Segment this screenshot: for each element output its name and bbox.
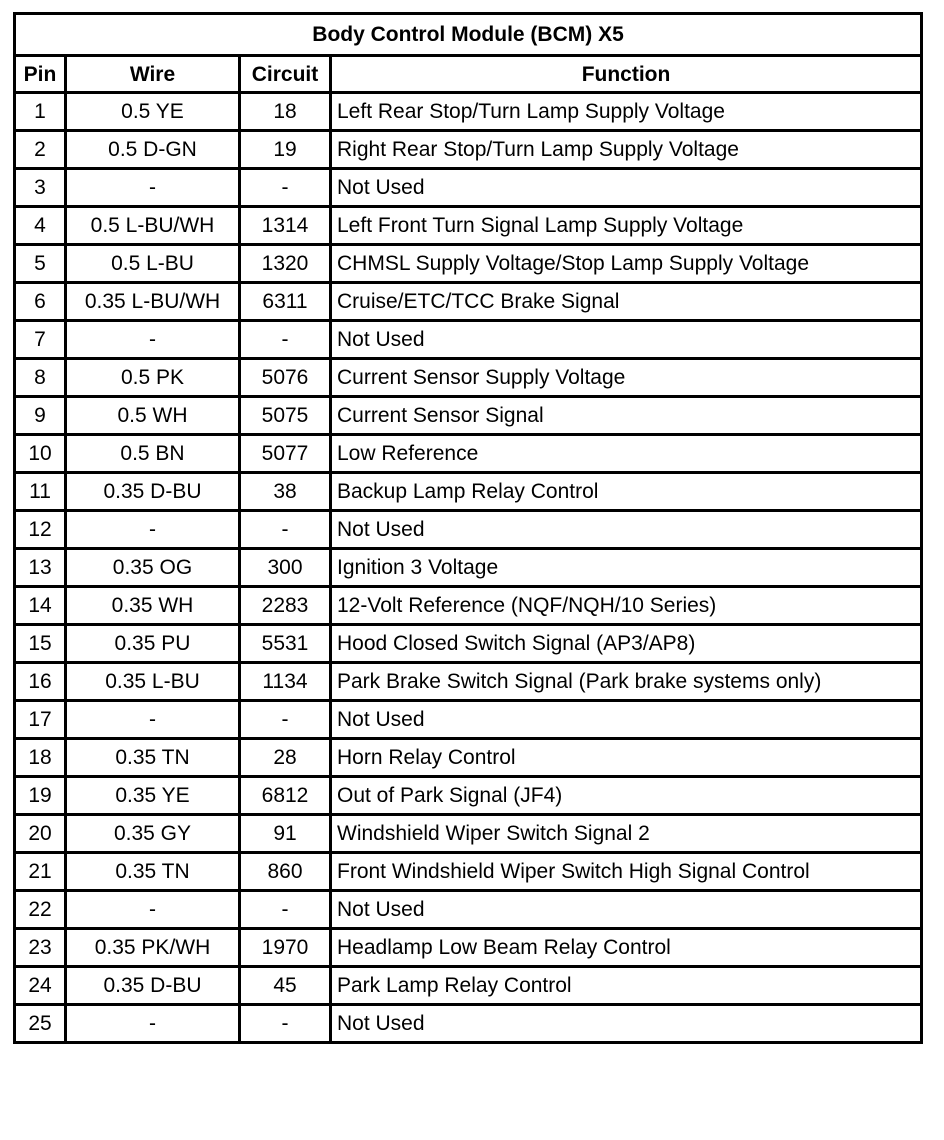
pin-cell: 2 [15,131,66,169]
table-title: Body Control Module (BCM) X5 [15,14,922,56]
function-cell: Horn Relay Control [331,739,922,777]
pin-cell: 3 [15,169,66,207]
pin-cell: 10 [15,435,66,473]
table-row [15,549,922,587]
circuit-cell: 19 [240,131,331,169]
function-cell: 12-Volt Reference (NQF/NQH/10 Series) [331,587,922,625]
circuit-cell: - [240,891,331,929]
table-row [15,777,922,815]
function-cell: Not Used [331,1005,922,1043]
function-cell: Park Brake Switch Signal (Park brake systems only) [331,663,922,701]
function-cell: Backup Lamp Relay Control [331,473,922,511]
wire-cell: 0.35 PK/WH [66,929,240,967]
table-row [15,663,922,701]
wire-cell: - [66,169,240,207]
table-row [15,701,922,739]
table-header-row [15,56,922,93]
circuit-cell: 91 [240,815,331,853]
table-row [15,435,922,473]
wire-cell: - [66,1005,240,1043]
pin-cell: 25 [15,1005,66,1043]
table-row [15,511,922,549]
pin-cell: 19 [15,777,66,815]
column-header-pin: Pin [15,56,66,93]
wire-cell: - [66,511,240,549]
connector-table-sheet [13,12,920,1044]
wire-cell: 0.5 YE [66,93,240,131]
function-cell: Left Front Turn Signal Lamp Supply Voltage [331,207,922,245]
table-row [15,967,922,1005]
wire-cell: - [66,891,240,929]
circuit-cell: 860 [240,853,331,891]
pin-cell: 1 [15,93,66,131]
table-row [15,169,922,207]
wire-cell: 0.35 YE [66,777,240,815]
wire-cell: 0.5 D-GN [66,131,240,169]
column-header-wire: Wire [66,56,240,93]
pin-cell: 18 [15,739,66,777]
pin-cell: 9 [15,397,66,435]
function-cell: Cruise/ETC/TCC Brake Signal [331,283,922,321]
table-row [15,1005,922,1043]
function-cell: Right Rear Stop/Turn Lamp Supply Voltage [331,131,922,169]
circuit-cell: - [240,321,331,359]
circuit-cell: 45 [240,967,331,1005]
pin-cell: 4 [15,207,66,245]
wire-cell: 0.35 TN [66,853,240,891]
table-row [15,359,922,397]
table-row [15,321,922,359]
circuit-cell: 5077 [240,435,331,473]
circuit-cell: 1134 [240,663,331,701]
pin-cell: 7 [15,321,66,359]
table-row [15,207,922,245]
circuit-cell: 5075 [240,397,331,435]
pin-cell: 21 [15,853,66,891]
circuit-cell: 2283 [240,587,331,625]
column-header-function: Function [331,56,922,93]
circuit-cell: 5531 [240,625,331,663]
function-cell: Not Used [331,891,922,929]
table-title-row [15,14,922,56]
wire-cell: 0.35 OG [66,549,240,587]
function-cell: Windshield Wiper Switch Signal 2 [331,815,922,853]
function-cell: Current Sensor Signal [331,397,922,435]
wire-cell: 0.35 D-BU [66,473,240,511]
pin-cell: 8 [15,359,66,397]
pin-cell: 17 [15,701,66,739]
column-header-circuit: Circuit [240,56,331,93]
circuit-cell: - [240,1005,331,1043]
table-row [15,473,922,511]
table-row [15,815,922,853]
function-cell: Ignition 3 Voltage [331,549,922,587]
wire-cell: 0.5 WH [66,397,240,435]
wire-cell: 0.5 L-BU [66,245,240,283]
pin-cell: 23 [15,929,66,967]
wire-cell: 0.5 L-BU/WH [66,207,240,245]
circuit-cell: - [240,169,331,207]
pin-cell: 14 [15,587,66,625]
table-row [15,739,922,777]
circuit-cell: - [240,511,331,549]
circuit-cell: - [240,701,331,739]
wire-cell: 0.35 L-BU/WH [66,283,240,321]
table-row [15,397,922,435]
wire-cell: 0.35 D-BU [66,967,240,1005]
pin-cell: 15 [15,625,66,663]
table-row [15,245,922,283]
function-cell: Not Used [331,701,922,739]
table-row [15,587,922,625]
table-row [15,625,922,663]
circuit-cell: 300 [240,549,331,587]
function-cell: Current Sensor Supply Voltage [331,359,922,397]
wire-cell: 0.35 PU [66,625,240,663]
function-cell: CHMSL Supply Voltage/Stop Lamp Supply Voltage [331,245,922,283]
pin-cell: 12 [15,511,66,549]
table-row [15,853,922,891]
wire-cell: 0.5 PK [66,359,240,397]
wire-cell: 0.35 L-BU [66,663,240,701]
circuit-cell: 6311 [240,283,331,321]
function-cell: Headlamp Low Beam Relay Control [331,929,922,967]
function-cell: Not Used [331,511,922,549]
circuit-cell: 38 [240,473,331,511]
circuit-cell: 18 [240,93,331,131]
function-cell: Not Used [331,169,922,207]
wire-cell: - [66,701,240,739]
function-cell: Not Used [331,321,922,359]
pin-cell: 11 [15,473,66,511]
table-body [15,93,922,1043]
circuit-cell: 5076 [240,359,331,397]
wire-cell: 0.35 WH [66,587,240,625]
table-row [15,891,922,929]
function-cell: Hood Closed Switch Signal (AP3/AP8) [331,625,922,663]
table-row [15,929,922,967]
pin-cell: 22 [15,891,66,929]
circuit-cell: 1314 [240,207,331,245]
table-row [15,131,922,169]
function-cell: Park Lamp Relay Control [331,967,922,1005]
wire-cell: - [66,321,240,359]
wire-cell: 0.5 BN [66,435,240,473]
function-cell: Front Windshield Wiper Switch High Signal Control [331,853,922,891]
circuit-cell: 28 [240,739,331,777]
function-cell: Out of Park Signal (JF4) [331,777,922,815]
pin-cell: 24 [15,967,66,1005]
circuit-cell: 1970 [240,929,331,967]
pin-cell: 13 [15,549,66,587]
circuit-cell: 6812 [240,777,331,815]
pin-cell: 20 [15,815,66,853]
circuit-cell: 1320 [240,245,331,283]
function-cell: Left Rear Stop/Turn Lamp Supply Voltage [331,93,922,131]
wire-cell: 0.35 GY [66,815,240,853]
wire-cell: 0.35 TN [66,739,240,777]
table-row [15,283,922,321]
connector-pinout-table [13,12,923,1044]
table-row [15,93,922,131]
pin-cell: 6 [15,283,66,321]
function-cell: Low Reference [331,435,922,473]
pin-cell: 16 [15,663,66,701]
pin-cell: 5 [15,245,66,283]
